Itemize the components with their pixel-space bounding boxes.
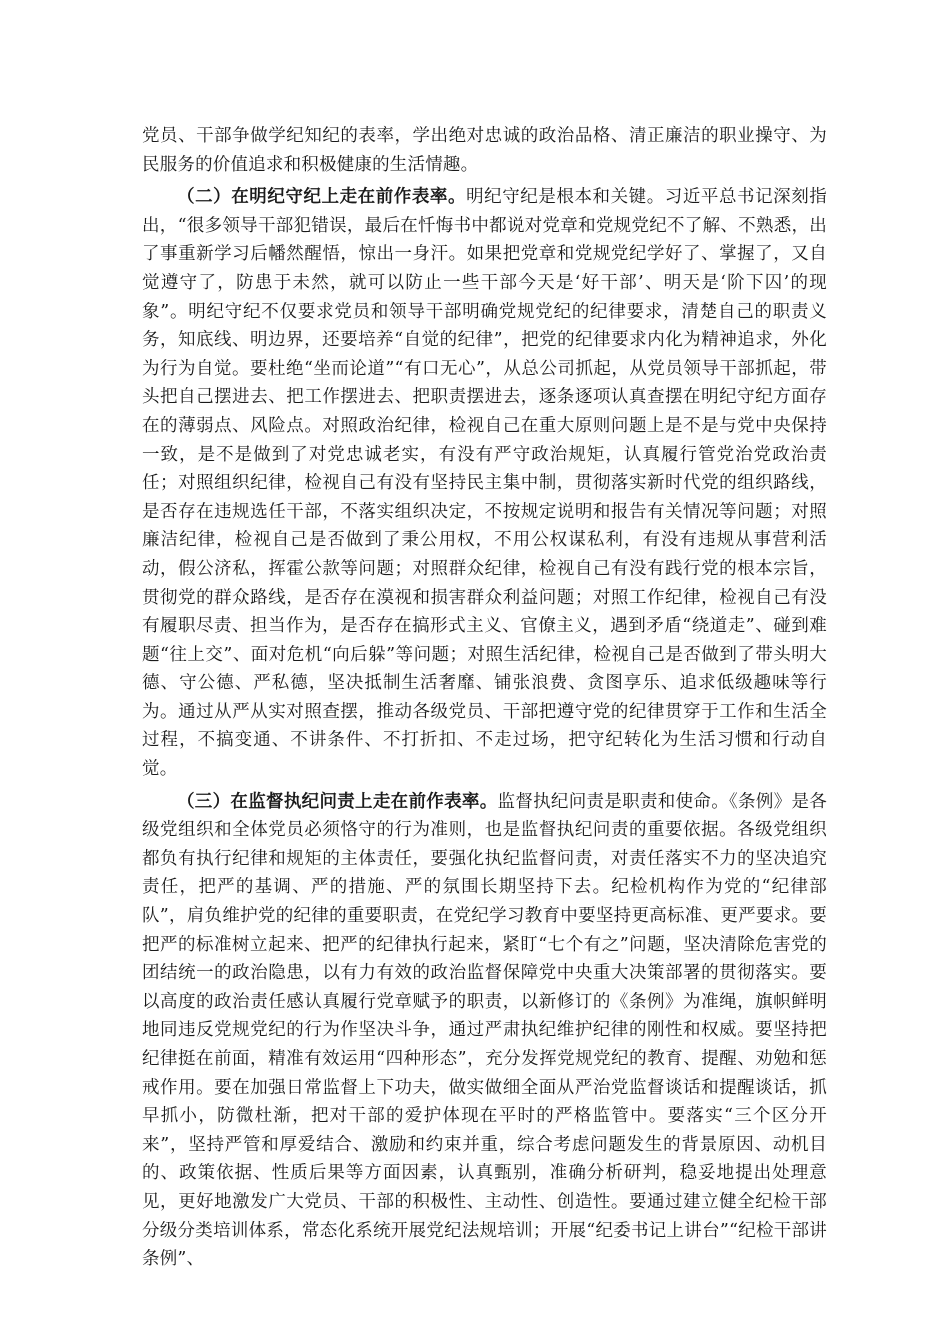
document-page: [142, 122, 827, 1278]
paragraph-3-text: 监督执纪问责是职责和使命。《条例》是各级党组织和全体党员必须恪守的行为准则，也是监督执纪问责的重要依据。各级党组织都负有执行纪律和规矩的主体责任，要强化执纪监督问责，对责任落实不力的坚决追究责任，把严的基调、严的措施、严的氛围长期坚持下去。纪检机构作为党的“纪律部队”，肩负维护党的纪律的重要职责，在党纪学习教育中要坚持更高标准、更严要求。要把严的标准树立起来、把严的纪律执行起来，紧盯“七个有之”问题，坚决清除危害党的团结统一的政治隐患，以有力有效的政治监督保障党中央重大决策部署的贯彻落实。要以高度的政治责任感认真履行党章赋予的职责，以新修订的《条例》为准绳，旗帜鲜明地同违反党规党纪的行为作坚决斗争，通过严肃执纪维护纪律的刚性和权威。要坚持把纪律挺在前面，精准有效运用“四种形态”，充分发挥党规党纪的教育、提醒、劝勉和惩戒作用。要在加强日常监督上下功夫，做实做细全面从严治党监督谈话和提醒谈话，抓早抓小，防微杜渐，把对干部的爱护体现在平时的严格监管中。要落实“三个区分开来”，坚持严管和厚爱结合、激励和约束并重，综合考虑问题发生的背景原因、动机目的、政策依据、性质后果等方面因素，认真甄别，准确分析研判，稳妥地提出处理意见，更好地激发广大党员、干部的积极性、主动性、创造性。要通过建立健全纪检干部分级分类培训体系，常态化系统开展党纪法规培训；开展“纪委书记上讲台”“纪检干部讲条例”、: [142, 791, 827, 1270]
paragraph-2-text: 明纪守纪是根本和关键。习近平总书记深刻指出，“很多领导干部犯错误，最后在忏悔书中都说对党章和党规党纪不了解、不熟悉，出了事重新学习后幡然醒悟，惊出一身汗。如果把党章和党规党纪学好了、掌握了，又自觉遵守了，防患于未然，就可以防止一些干部今天是‘好干部’、明天是‘阶下囚’的现象”。明纪守纪不仅要求党员和领导干部明确党规党纪的纪律要求，清楚自己的职责义务，知底线、明边界，还要培养“自觉的纪律”，把党的纪律要求内化为精神追求，外化为行为自觉。要杜绝“坐而论道”“有口无心”，从总公司抓起，从党员领导干部抓起，带头把自己摆进去、把工作摆进去、把职责摆进去，逐条逐项认真查摆在明纪守纪方面存在的薄弱点、风险点。对照政治纪律，检视自己在重大原则问题上是不是与党中央保持一致，是不是做到了对党忠诚老实，有没有严守政治规矩，认真履行管党治党政治责任；对照组织纪律，检视自己有没有坚持民主集中制，贯彻落实新时代党的组织路线，是否存在违规选任干部，不落实组织决定，不按规定说明和报告有关情况等问题；对照廉洁纪律，检视自己是否做到了秉公用权，不用公权谋私利，有没有违规从事营利活动，假公济私，挥霍公款等问题；对照群众纪律，检视自己有没有践行党的根本宗旨，贯彻党的群众路线，是否存在漠视和损害群众利益问题；对照工作纪律，检视自己有没有履职尽责、担当作为，是否存在搞形式主义、官僚主义，遇到矛盾“绕道走”、碰到难题“往上交”、面对危机“向后躲”等问题；对照生活纪律，检视自己是否做到了带头明大德、守公德、严私德，坚决抵制生活奢靡、铺张浪费、贪图享乐、追求低级趣味等行为。通过从严从实对照查摆，推动各级党员、干部把遵守党的纪律贯穿于工作和生活全过程，不搞变通、不讲条件、不打折扣、不走过场，把守纪转化为生活习惯和行动自觉。: [142, 187, 828, 780]
paragraph-1-text: 党员、干部争做学纪知纪的表率，学出绝对忠诚的政治品格、清正廉洁的职业操守、为民服务的价值追求和积极健康的生活情趣。: [142, 126, 827, 175]
paragraph-3-heading: （三）在监督执纪问责上走在前作表率。: [177, 791, 498, 812]
paragraph-1: [142, 122, 827, 179]
paragraph-3: [142, 788, 827, 1274]
paragraph-2: [142, 183, 827, 783]
paragraph-2-heading: （二）在明纪守纪上走在前作表率。: [177, 187, 467, 208]
